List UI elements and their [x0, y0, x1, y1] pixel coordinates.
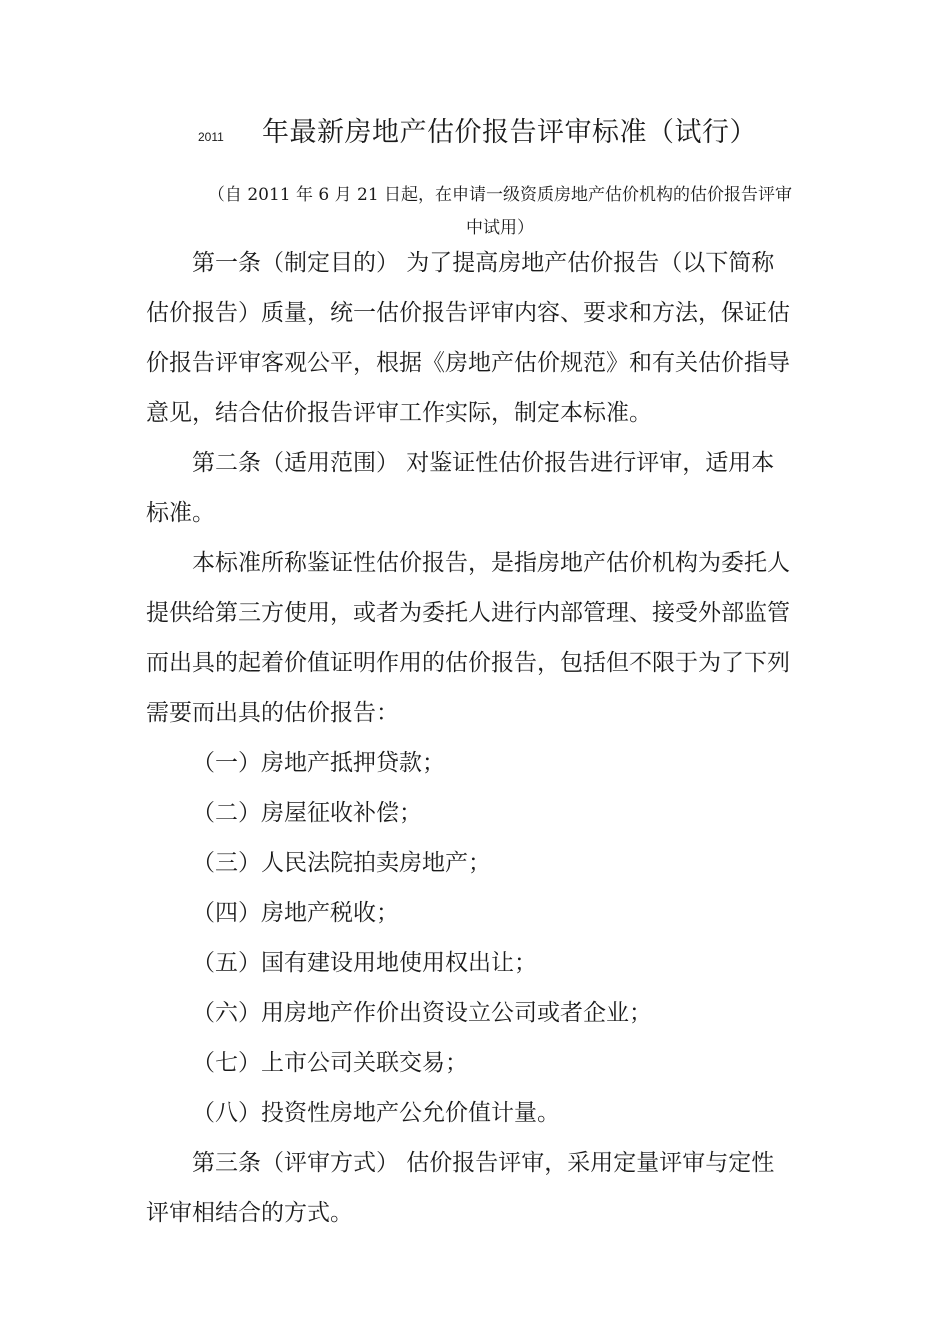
- subtitle-line-1: （自 2011 年 6 月 21 日起，在申请一级资质房地产估价机构的估价报告评审: [207, 185, 793, 205]
- article-1-line-3: 价报告评审客观公平，根据《房地产估价规范》和有关估价指导: [146, 350, 790, 376]
- article-1-line-2: 估价报告）质量，统一估价报告评审内容、要求和方法，保证估: [146, 300, 790, 326]
- article-2-line-1: 第二条（适用范围） 对鉴证性估价报告进行评审，适用本: [192, 450, 775, 476]
- definition-line-2: 提供给第三方使用，或者为委托人进行内部管理、接受外部监管: [146, 600, 790, 626]
- list-item-8: （八）投资性房地产公允价值计量。: [192, 1100, 560, 1126]
- article-3-line-1: 第三条（评审方式） 估价报告评审，采用定量评审与定性: [192, 1150, 775, 1176]
- list-item-5: （五）国有建设用地使用权出让；: [192, 950, 537, 976]
- article-3-line-2: 评审相结合的方式。: [146, 1200, 353, 1226]
- definition-line-3: 而出具的起着价值证明作用的估价报告，包括但不限于为了下列: [146, 650, 790, 676]
- title-text: 年最新房地产估价报告评审标准（试行）: [262, 117, 757, 148]
- definition-line-4: 需要而出具的估价报告：: [146, 700, 399, 726]
- list-item-7: （七）上市公司关联交易；: [192, 1050, 468, 1076]
- subtitle-line-2: 中试用）: [466, 218, 534, 238]
- article-1-line-1: 第一条（制定目的） 为了提高房地产估价报告（以下简称: [192, 250, 775, 276]
- list-item-2: （二）房屋征收补偿；: [192, 800, 422, 826]
- list-item-1: （一）房地产抵押贷款；: [192, 750, 445, 776]
- list-item-4: （四）房地产税收；: [192, 900, 399, 926]
- definition-line-1: 本标准所称鉴证性估价报告，是指房地产估价机构为委托人: [192, 550, 790, 576]
- document-title: [0, 110, 950, 150]
- list-item-3: （三）人民法院拍卖房地产；: [192, 850, 491, 876]
- article-2-line-2: 标准。: [146, 500, 215, 526]
- title-year: 2011: [198, 130, 224, 144]
- list-item-6: （六）用房地产作价出资设立公司或者企业；: [192, 1000, 652, 1026]
- article-1-line-4: 意见，结合估价报告评审工作实际，制定本标准。: [146, 400, 652, 426]
